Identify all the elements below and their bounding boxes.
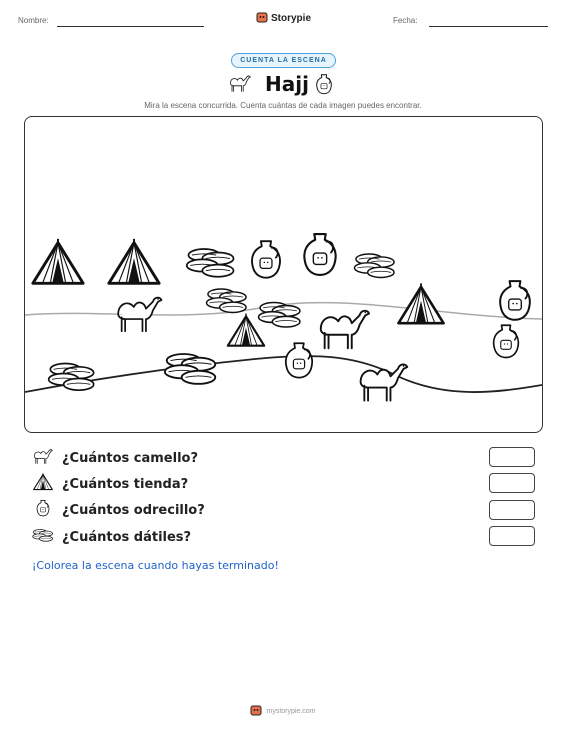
answer-box-dates[interactable] — [489, 526, 535, 546]
section-badge: CUENTA LA ESCENA — [231, 53, 336, 68]
tent-2 — [109, 239, 159, 283]
camel-2 — [321, 311, 369, 348]
scene-drawing — [25, 117, 542, 432]
dates-4 — [259, 303, 300, 328]
question-waterskin — [32, 500, 205, 520]
name-label: Nombre: — [18, 16, 49, 25]
waterskin-icon — [315, 73, 333, 100]
waterskin-icon — [32, 499, 54, 522]
footer — [0, 704, 566, 718]
jug-1 — [252, 241, 280, 278]
answer-box-waterskin[interactable] — [489, 500, 535, 520]
storypie-icon — [256, 11, 268, 26]
name-line[interactable] — [57, 26, 204, 27]
answer-box-camel[interactable] — [489, 447, 535, 467]
instructions: Mira la escena concurrida. Cuenta cuántas de cada imagen puedes encontrar. — [144, 101, 422, 110]
dates-5 — [165, 354, 215, 384]
dates-icon — [32, 526, 54, 549]
jug-4 — [494, 325, 519, 357]
date-line[interactable] — [429, 26, 548, 27]
question-dates — [32, 527, 191, 547]
tent-1 — [33, 239, 83, 283]
scene-panel[interactable] — [24, 116, 543, 433]
answer-box-tent[interactable] — [489, 473, 535, 493]
camel-3 — [361, 364, 408, 400]
page-title: Hajj — [265, 72, 309, 96]
question-text: ¿Cuántos dátiles? — [62, 529, 192, 545]
camel-icon — [228, 73, 252, 98]
color-instruction: ¡Colorea la escena cuando hayas terminado! — [32, 559, 279, 572]
dates-2 — [354, 254, 394, 277]
question-text: ¿Cuántos camello? — [62, 450, 198, 466]
date-label: Fecha: — [393, 16, 418, 25]
question-text: ¿Cuántos tienda? — [62, 476, 189, 492]
storypie-icon — [250, 704, 262, 718]
question-camel — [32, 448, 198, 468]
jug-3 — [500, 281, 530, 320]
question-tent — [32, 474, 188, 494]
tent-4 — [398, 283, 443, 323]
dates-1 — [187, 249, 234, 277]
dates-3 — [206, 289, 246, 312]
tent-icon — [32, 473, 54, 496]
jug-5 — [286, 343, 312, 377]
brand-logo — [256, 11, 311, 26]
question-text: ¿Cuántos odrecillo? — [62, 502, 205, 518]
footer-site: mystorypie.com — [266, 707, 316, 715]
jug-2 — [304, 234, 335, 275]
camel-icon — [32, 447, 54, 470]
hill-line-front — [25, 356, 542, 392]
brand-name: Storypie — [271, 13, 312, 24]
